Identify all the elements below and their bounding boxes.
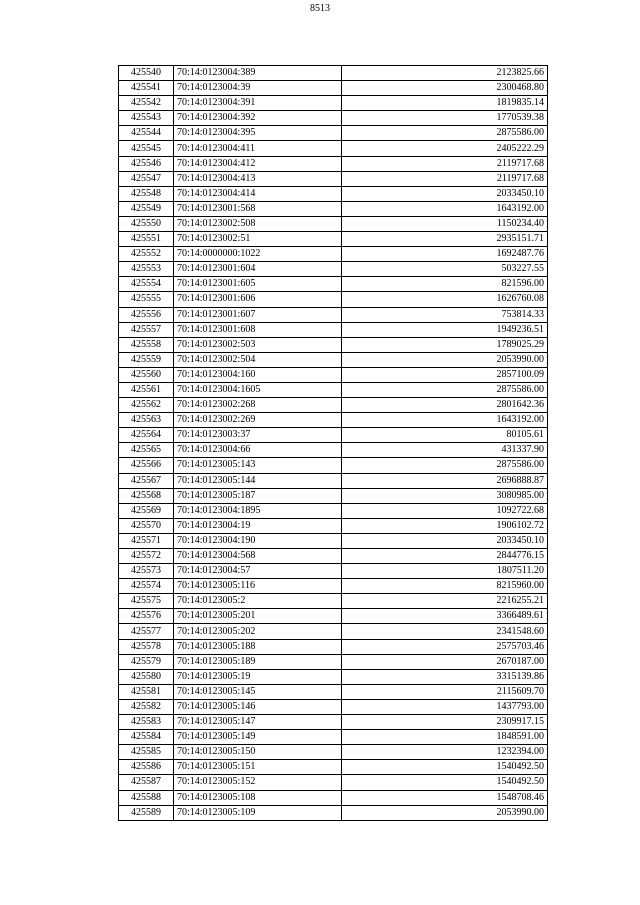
row-number: 425561 <box>119 382 174 397</box>
cadastral-number: 70:14:0123004:1605 <box>174 382 342 397</box>
cadastral-value: 1437793.00 <box>342 699 548 714</box>
cadastral-number: 70:14:0123004:391 <box>174 96 342 111</box>
cadastral-number: 70:14:0123001:605 <box>174 277 342 292</box>
table-row <box>119 232 548 247</box>
cadastral-value: 1906102.72 <box>342 518 548 533</box>
table-row <box>119 262 548 277</box>
cadastral-number: 70:14:0123004:160 <box>174 367 342 382</box>
table-row <box>119 367 548 382</box>
table-row <box>119 760 548 775</box>
row-number: 425549 <box>119 201 174 216</box>
row-number: 425560 <box>119 367 174 382</box>
cadastral-number: 70:14:0123001:568 <box>174 201 342 216</box>
table-row <box>119 745 548 760</box>
cadastral-value: 2216255.21 <box>342 594 548 609</box>
cadastral-value: 1548708.46 <box>342 790 548 805</box>
row-number: 425565 <box>119 443 174 458</box>
cadastral-value: 2857100.09 <box>342 367 548 382</box>
cadastral-value: 2696888.87 <box>342 473 548 488</box>
cadastral-value: 1092722.68 <box>342 503 548 518</box>
cadastral-value: 2053990.00 <box>342 805 548 820</box>
cadastral-number: 70:14:0123004:389 <box>174 66 342 81</box>
table-row <box>119 186 548 201</box>
table-row <box>119 156 548 171</box>
table-row <box>119 292 548 307</box>
cadastral-number: 70:14:0123004:19 <box>174 518 342 533</box>
cadastral-number: 70:14:0123004:411 <box>174 141 342 156</box>
table-row <box>119 639 548 654</box>
cadastral-value: 2119717.68 <box>342 171 548 186</box>
row-number: 425588 <box>119 790 174 805</box>
cadastral-number: 70:14:0123001:608 <box>174 322 342 337</box>
row-number: 425548 <box>119 186 174 201</box>
cadastral-value: 80105.61 <box>342 428 548 443</box>
row-number: 425559 <box>119 352 174 367</box>
row-number: 425540 <box>119 66 174 81</box>
cadastral-value-table <box>118 65 548 821</box>
table-row <box>119 564 548 579</box>
table-row <box>119 458 548 473</box>
row-number: 425541 <box>119 81 174 96</box>
table-row <box>119 413 548 428</box>
table-row <box>119 352 548 367</box>
cadastral-value: 1540492.50 <box>342 760 548 775</box>
row-number: 425553 <box>119 262 174 277</box>
row-number: 425578 <box>119 639 174 654</box>
table-row <box>119 66 548 81</box>
table-row <box>119 503 548 518</box>
cadastral-value: 2053990.00 <box>342 352 548 367</box>
table-row <box>119 594 548 609</box>
cadastral-number: 70:14:0123005:143 <box>174 458 342 473</box>
cadastral-number: 70:14:0123002:269 <box>174 413 342 428</box>
row-number: 425542 <box>119 96 174 111</box>
table-row <box>119 730 548 745</box>
cadastral-value: 8215960.00 <box>342 579 548 594</box>
cadastral-number: 70:14:0123004:413 <box>174 171 342 186</box>
cadastral-number: 70:14:0123005:145 <box>174 684 342 699</box>
cadastral-value: 1789025.29 <box>342 337 548 352</box>
row-number: 425584 <box>119 730 174 745</box>
row-number: 425585 <box>119 745 174 760</box>
cadastral-number: 70:14:0123005:187 <box>174 488 342 503</box>
cadastral-number: 70:14:0123005:149 <box>174 730 342 745</box>
cadastral-value: 2875586.00 <box>342 126 548 141</box>
cadastral-number: 70:14:0123002:508 <box>174 216 342 231</box>
table-row <box>119 307 548 322</box>
cadastral-value: 2033450.10 <box>342 533 548 548</box>
table-row <box>119 805 548 820</box>
cadastral-number: 70:14:0123004:568 <box>174 549 342 564</box>
row-number: 425573 <box>119 564 174 579</box>
table-row <box>119 216 548 231</box>
cadastral-value: 3080985.00 <box>342 488 548 503</box>
row-number: 425554 <box>119 277 174 292</box>
cadastral-value: 1643192.00 <box>342 413 548 428</box>
row-number: 425569 <box>119 503 174 518</box>
cadastral-value: 753814.33 <box>342 307 548 322</box>
row-number: 425558 <box>119 337 174 352</box>
cadastral-value: 1626760.08 <box>342 292 548 307</box>
cadastral-value: 2033450.10 <box>342 186 548 201</box>
table-row <box>119 443 548 458</box>
row-number: 425566 <box>119 458 174 473</box>
cadastral-value: 2341548.60 <box>342 624 548 639</box>
cadastral-number: 70:14:0123005:109 <box>174 805 342 820</box>
cadastral-number: 70:14:0123004:395 <box>174 126 342 141</box>
row-number: 425580 <box>119 669 174 684</box>
table-row <box>119 699 548 714</box>
table-row <box>119 398 548 413</box>
cadastral-number: 70:14:0123002:51 <box>174 232 342 247</box>
cadastral-number: 70:14:0123004:412 <box>174 156 342 171</box>
cadastral-number: 70:14:0123002:503 <box>174 337 342 352</box>
cadastral-value: 2115609.70 <box>342 684 548 699</box>
row-number: 425544 <box>119 126 174 141</box>
cadastral-value: 2119717.68 <box>342 156 548 171</box>
row-number: 425589 <box>119 805 174 820</box>
cadastral-number: 70:14:0123005:116 <box>174 579 342 594</box>
row-number: 425547 <box>119 171 174 186</box>
table-body <box>119 66 548 821</box>
row-number: 425576 <box>119 609 174 624</box>
table-row <box>119 488 548 503</box>
cadastral-number: 70:14:0123005:189 <box>174 654 342 669</box>
cadastral-value: 2123825.66 <box>342 66 548 81</box>
table-row <box>119 684 548 699</box>
cadastral-number: 70:14:0123005:151 <box>174 760 342 775</box>
row-number: 425556 <box>119 307 174 322</box>
page-number: 8513 <box>310 3 330 14</box>
cadastral-value: 503227.55 <box>342 262 548 277</box>
cadastral-number: 70:14:0123005:19 <box>174 669 342 684</box>
table-row <box>119 111 548 126</box>
cadastral-number: 70:14:0000000:1022 <box>174 247 342 262</box>
table-row <box>119 518 548 533</box>
cadastral-value: 3315139.86 <box>342 669 548 684</box>
cadastral-value: 1819835.14 <box>342 96 548 111</box>
row-number: 425582 <box>119 699 174 714</box>
table-row <box>119 549 548 564</box>
cadastral-value: 1232394.00 <box>342 745 548 760</box>
cadastral-number: 70:14:0123005:202 <box>174 624 342 639</box>
row-number: 425562 <box>119 398 174 413</box>
cadastral-value: 2670187.00 <box>342 654 548 669</box>
table-row <box>119 81 548 96</box>
row-number: 425570 <box>119 518 174 533</box>
table-row <box>119 428 548 443</box>
row-number: 425546 <box>119 156 174 171</box>
cadastral-value: 1643192.00 <box>342 201 548 216</box>
row-number: 425577 <box>119 624 174 639</box>
table-row <box>119 201 548 216</box>
cadastral-value: 2875586.00 <box>342 382 548 397</box>
cadastral-number: 70:14:0123003:37 <box>174 428 342 443</box>
row-number: 425550 <box>119 216 174 231</box>
cadastral-value: 1692487.76 <box>342 247 548 262</box>
cadastral-number: 70:14:0123001:604 <box>174 262 342 277</box>
cadastral-value: 1770539.38 <box>342 111 548 126</box>
cadastral-number: 70:14:0123005:152 <box>174 775 342 790</box>
table-row <box>119 715 548 730</box>
row-number: 425587 <box>119 775 174 790</box>
row-number: 425567 <box>119 473 174 488</box>
row-number: 425551 <box>119 232 174 247</box>
cadastral-number: 70:14:0123004:190 <box>174 533 342 548</box>
cadastral-value: 2875586.00 <box>342 458 548 473</box>
cadastral-number: 70:14:0123002:504 <box>174 352 342 367</box>
row-number: 425545 <box>119 141 174 156</box>
cadastral-value: 1150234.40 <box>342 216 548 231</box>
cadastral-value: 2300468.80 <box>342 81 548 96</box>
cadastral-number: 70:14:0123004:39 <box>174 81 342 96</box>
cadastral-value: 1807511.20 <box>342 564 548 579</box>
cadastral-number: 70:14:0123005:146 <box>174 699 342 714</box>
row-number: 425552 <box>119 247 174 262</box>
cadastral-number: 70:14:0123004:1895 <box>174 503 342 518</box>
table-row <box>119 141 548 156</box>
cadastral-number: 70:14:0123005:150 <box>174 745 342 760</box>
cadastral-number: 70:14:0123005:188 <box>174 639 342 654</box>
cadastral-number: 70:14:0123001:607 <box>174 307 342 322</box>
row-number: 425564 <box>119 428 174 443</box>
cadastral-number: 70:14:0123005:144 <box>174 473 342 488</box>
row-number: 425575 <box>119 594 174 609</box>
table-row <box>119 669 548 684</box>
table-row <box>119 322 548 337</box>
cadastral-value: 2309917.15 <box>342 715 548 730</box>
cadastral-number: 70:14:0123002:268 <box>174 398 342 413</box>
cadastral-number: 70:14:0123004:392 <box>174 111 342 126</box>
cadastral-number: 70:14:0123004:66 <box>174 443 342 458</box>
cadastral-value: 2935151.71 <box>342 232 548 247</box>
cadastral-value: 2801642.36 <box>342 398 548 413</box>
cadastral-number: 70:14:0123004:57 <box>174 564 342 579</box>
row-number: 425571 <box>119 533 174 548</box>
table-row <box>119 247 548 262</box>
table-row <box>119 533 548 548</box>
cadastral-number: 70:14:0123004:414 <box>174 186 342 201</box>
table-row <box>119 337 548 352</box>
cadastral-value: 1848591.00 <box>342 730 548 745</box>
table-row <box>119 609 548 624</box>
row-number: 425572 <box>119 549 174 564</box>
cadastral-value: 821596.00 <box>342 277 548 292</box>
cadastral-number: 70:14:0123001:606 <box>174 292 342 307</box>
row-number: 425583 <box>119 715 174 730</box>
table-row <box>119 624 548 639</box>
row-number: 425586 <box>119 760 174 775</box>
table-row <box>119 579 548 594</box>
table-row <box>119 96 548 111</box>
row-number: 425581 <box>119 684 174 699</box>
cadastral-value: 2844776.15 <box>342 549 548 564</box>
row-number: 425555 <box>119 292 174 307</box>
table-row <box>119 473 548 488</box>
cadastral-value: 1949236.51 <box>342 322 548 337</box>
cadastral-value: 2575703.46 <box>342 639 548 654</box>
row-number: 425563 <box>119 413 174 428</box>
cadastral-value: 2405222.29 <box>342 141 548 156</box>
cadastral-number: 70:14:0123005:201 <box>174 609 342 624</box>
cadastral-value: 431337.90 <box>342 443 548 458</box>
table-row <box>119 126 548 141</box>
table-row <box>119 790 548 805</box>
table-row <box>119 654 548 669</box>
table-row <box>119 171 548 186</box>
row-number: 425557 <box>119 322 174 337</box>
row-number: 425579 <box>119 654 174 669</box>
row-number: 425568 <box>119 488 174 503</box>
row-number: 425543 <box>119 111 174 126</box>
cadastral-number: 70:14:0123005:2 <box>174 594 342 609</box>
cadastral-number: 70:14:0123005:108 <box>174 790 342 805</box>
cadastral-value: 1540492.50 <box>342 775 548 790</box>
table-row <box>119 277 548 292</box>
table-row <box>119 775 548 790</box>
row-number: 425574 <box>119 579 174 594</box>
table-row <box>119 382 548 397</box>
cadastral-number: 70:14:0123005:147 <box>174 715 342 730</box>
cadastral-value: 3366489.61 <box>342 609 548 624</box>
